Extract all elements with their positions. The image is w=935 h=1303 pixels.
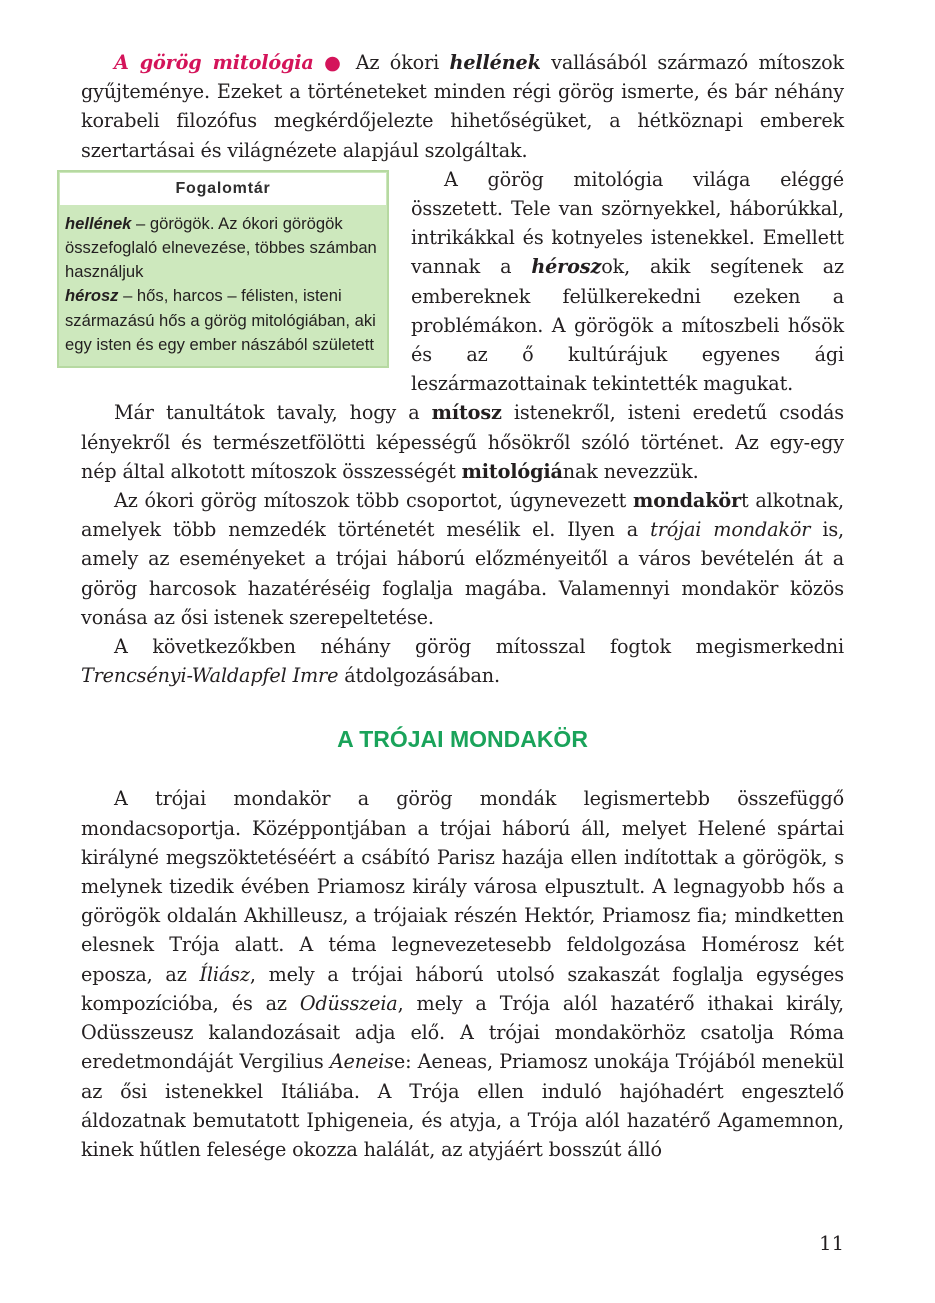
term-mitosz: mítosz xyxy=(431,401,502,425)
glossary-term: hérosz xyxy=(65,286,119,306)
paragraph-legend-cycles: Az ókori görög mítoszok több csoportot, úgynevezett mondakört alkotnak, amelyek több nemzedék történetét mesélik el. Ilyen a trójai mondakör is, amely az eseményeket a trójai háború előzményeitől a város bevételén át a görög harcosok hazatéréséig foglalja magába. Valamennyi mondakör közös vonása az ősi istenek szerepeltetése. xyxy=(81,489,844,629)
paragraph-mythology-world: A görög mitológia világa eléggé összetett. Tele van szörnyekkel, háborúkkal, intrikákkal és kotnyeles istenekkel. Emellett vannak a héroszok, akik segítenek az embereknek felülkerekedni ezeken a problémákon. A görögök a mítoszbeli hősök és az ő kultúrájuk egyenes ági leszármazottainak tekintették magukat. xyxy=(411,167,844,396)
intro-paragraph: A görög mitológia ● Az ókori hellének vallásából származó mítoszok gyűjteménye. Ezeket a történeteket minden régi görög ismerte, és bár néhány korabeli filozófus megkérdőjelezte hihetőségüket, a hétköznapi emberek szertartásai és világnézete alapjául szolgáltak. xyxy=(81,51,844,162)
page-content xyxy=(65,48,845,1164)
term-herosz: hérosz xyxy=(531,255,602,279)
glossary-entry-hellenek xyxy=(65,212,381,285)
work-iliasz: Íliász xyxy=(199,962,250,986)
author-name: Trencsényi-Waldapfel Imre xyxy=(81,664,339,688)
paragraph-myth-definition: Már tanultátok tavaly, hogy a mítosz istenekről, isteni eredetű csodás lényekről és természetfölötti képességű hősökről szóló történet. Az egy-egy nép által alkotott mítoszok összességét mitológiának nevezzük. xyxy=(81,401,844,483)
section-heading: A TRÓJAI MONDAKÖR xyxy=(337,726,588,753)
term-mondakor: mondakör xyxy=(633,489,741,513)
glossary-definition: – görögök. Az ókori görögök összefoglaló elnevezése, többes számban használjuk xyxy=(65,213,377,282)
page-number: 11 xyxy=(819,1232,844,1255)
glossary-definition: – hős, harcos – félisten, isteni származású hős a görög mitológiában, aki egy isten és egy ember nászából született xyxy=(65,286,376,354)
paragraph-author-note: A következőkben néhány görög mítosszal fogtok megismerkedni Trencsényi-Waldapfel Imre átdolgozásában. xyxy=(81,635,844,688)
glossary-term: hellének xyxy=(65,213,132,233)
bullet-icon: ● xyxy=(324,51,346,74)
term-hellenek: hellének xyxy=(449,51,541,74)
paragraph-trojan-cycle: A trójai mondakör a görög mondák legismertebb összefüggő mondacsoportja. Középpontjában a trójai háború áll, melyet Helené spártai királyné megszöktetéséért a csábító Parisz hazája ellen indítottak a görögök, s melynek tizedik évében Priamosz király városa elpusztult. A legnagyobb hős a görögök oldalán Akhilleusz, a trójaiak részén Hektór, Priamosz fia; mindketten elesnek Trója alatt. A téma legnevezetesebb feldolgozása Homérosz két eposza, az Íliász, mely a trójai háború utolsó szakaszát foglalja egységes kompozícióba, és az Odüsszeia, mely a Trója alól hazatérő ithakai király, Odüsszeusz kalandozásait adja elő. A trójai mondakörhöz csatolja Róma eredetmondáját Vergilius Aeneise: Aeneas, Priamosz unokája Trójából menekül az ősi istenekkel Itáliába. A Trója ellen induló hajóhadért engesztelő áldozatnak bemutatott Iphigeneia, és atyja, a Trója alól hazatérő Agamemnon, kinek hűtlen felesége okozza halálát, az atyjáért bosszút álló xyxy=(81,787,845,1161)
glossary-title: Fogalomtár xyxy=(60,173,386,205)
work-aeneis: Aeneis xyxy=(329,1050,394,1074)
glossary-entry-herosz xyxy=(65,284,381,357)
glossary-box xyxy=(57,170,389,368)
term-mitologia: mitológiá xyxy=(461,459,563,483)
term-trojai-mondakor: trójai mondakör xyxy=(650,518,811,542)
intro-lead-term: A görög mitológia xyxy=(114,51,314,74)
glossary-body xyxy=(59,205,387,366)
work-odusszeia: Odüsszeia xyxy=(299,991,398,1015)
